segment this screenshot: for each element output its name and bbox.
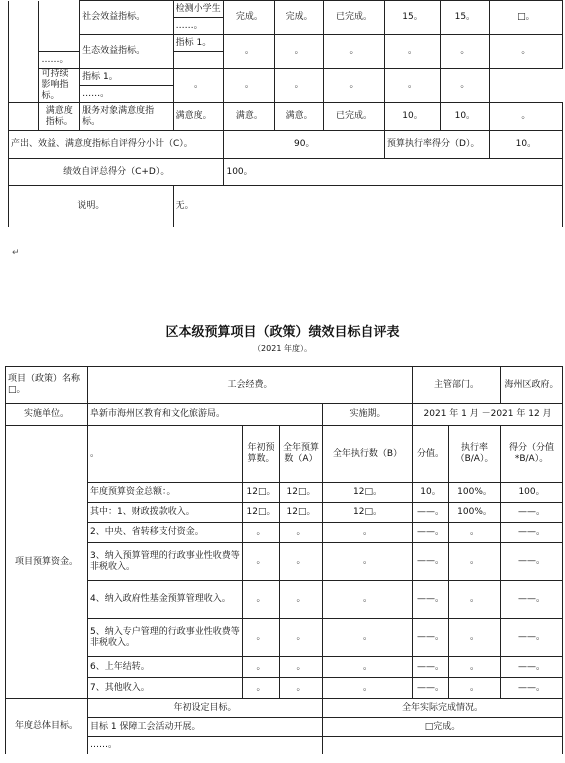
indicator-cell: ……。 — [39, 52, 80, 69]
sub-indicator-label: 社会效益指标。 — [80, 1, 174, 35]
budget-exec: 。 — [323, 619, 413, 657]
budget-initial: 。 — [243, 678, 280, 699]
budget-score: ——。 — [413, 581, 449, 619]
budget-points: ——。 — [501, 581, 563, 619]
budget-initial: 12□。 — [243, 483, 280, 503]
budget-header-row — [6, 426, 563, 483]
budget-rate: 。 — [449, 657, 501, 678]
budget-points: ——。 — [501, 523, 563, 543]
self-evaluation-table — [5, 366, 563, 754]
budget-rate-label: 预算执行率得分（D）。 — [385, 131, 490, 159]
value-cell: 。 — [385, 69, 441, 103]
goal-section-label: 年度总体目标。 — [6, 699, 88, 754]
value-cell: 。 — [275, 69, 324, 103]
goal-text: 目标 1 保障工会活动开展。 — [88, 718, 323, 737]
budget-row — [6, 503, 563, 523]
budget-header-blank: 。 — [88, 426, 243, 483]
value-cell: 。 — [224, 35, 275, 69]
value-cell: 。 — [489, 35, 562, 69]
goal-row — [6, 718, 563, 737]
goal-ellipsis: ……。 — [88, 737, 323, 754]
budget-full: 。 — [280, 523, 323, 543]
budget-score: ——。 — [413, 523, 449, 543]
goal-header-row — [6, 699, 563, 718]
satisfaction-category: 满意度指标。 — [39, 103, 80, 131]
total-value: 100。 — [224, 159, 563, 186]
budget-header-points: 得分（分值*B/A）。 — [501, 426, 563, 483]
budget-exec: 。 — [323, 581, 413, 619]
goal-row — [6, 737, 563, 754]
indicator-row — [9, 1, 563, 18]
note-label: 说明。 — [9, 186, 174, 227]
value-cell: 10。 — [385, 103, 441, 131]
unit-value: 阜新市海州区教育和文化旅游局。 — [88, 404, 323, 426]
project-name-row — [6, 367, 563, 404]
budget-score: ——。 — [413, 619, 449, 657]
total-label: 绩效自评总得分（C+D）。 — [9, 159, 224, 186]
budget-header-full-year: 全年预算数（A） — [280, 426, 323, 483]
budget-score: ——。 — [413, 657, 449, 678]
budget-header-initial: 年初预算数。 — [243, 426, 280, 483]
indicator-row — [9, 69, 563, 86]
budget-row-label: 2、中央、省转移支付资金。 — [88, 523, 243, 543]
budget-row — [6, 523, 563, 543]
value-cell: 。 — [385, 35, 441, 69]
value-cell: 。 — [224, 69, 275, 103]
project-name-value: 工会经费。 — [88, 367, 413, 404]
budget-rate: 。 — [449, 543, 501, 581]
indicator-cell: 检测小学生 — [173, 1, 224, 18]
budget-exec: 。 — [323, 543, 413, 581]
budget-rate: 100%。 — [449, 483, 501, 503]
value-cell: 。 — [440, 35, 489, 69]
value-cell: 。 — [489, 103, 562, 131]
budget-row — [6, 483, 563, 503]
budget-row — [6, 619, 563, 657]
dept-value: 海州区政府。 — [501, 367, 563, 404]
budget-initial: 。 — [243, 523, 280, 543]
budget-points: 100。 — [501, 483, 563, 503]
budget-full: 。 — [280, 619, 323, 657]
budget-exec: 。 — [323, 523, 413, 543]
value-cell: 10。 — [440, 103, 489, 131]
budget-points: ——。 — [501, 503, 563, 523]
indicator-cell: 指标 1。 — [173, 35, 224, 52]
sub-indicator-label: 生态效益指标。 — [80, 35, 174, 69]
value-cell: 完成。 — [275, 1, 324, 35]
value-cell: 。 — [275, 35, 324, 69]
period-label: 实施期。 — [323, 404, 413, 426]
indicator-cell: ……。 — [80, 86, 174, 103]
indicator-cell: 满意度。 — [173, 103, 224, 131]
value-cell: 已完成。 — [324, 1, 385, 35]
budget-points: ——。 — [501, 678, 563, 699]
period-value: 2021 年 1 月 －2021 年 12 月 — [413, 404, 563, 426]
budget-full: 。 — [280, 678, 323, 699]
blank-cell — [9, 1, 39, 103]
goal-initial-header: 年初设定目标。 — [88, 699, 323, 718]
value-cell: 满意。 — [275, 103, 324, 131]
budget-full: 。 — [280, 657, 323, 678]
project-name-label: 项目（政策）名称□。 — [6, 367, 88, 404]
budget-row-label: 6、上年结转。 — [88, 657, 243, 678]
blank-cell — [9, 103, 39, 131]
budget-header-rate: 执行率（B/A）。 — [449, 426, 501, 483]
budget-exec: 12□。 — [323, 503, 413, 523]
sub-indicator-label: 服务对象满意度指标。 — [80, 103, 174, 131]
budget-exec: 。 — [323, 678, 413, 699]
budget-initial: 。 — [243, 657, 280, 678]
budget-row — [6, 657, 563, 678]
dept-label: 主管部门。 — [413, 367, 501, 404]
budget-rate: 。 — [449, 581, 501, 619]
budget-header-score: 分值。 — [413, 426, 449, 483]
paragraph-mark: ↵ — [12, 248, 20, 258]
budget-exec: 。 — [323, 657, 413, 678]
total-row — [9, 159, 563, 186]
budget-row-label: 其中：1、财政拨款收入。 — [88, 503, 243, 523]
budget-initial: 。 — [243, 581, 280, 619]
budget-score: 10。 — [413, 483, 449, 503]
budget-initial: 12□。 — [243, 503, 280, 523]
budget-initial: 。 — [243, 543, 280, 581]
unit-label: 实施单位。 — [6, 404, 88, 426]
blank-cell — [39, 1, 80, 52]
budget-row — [6, 581, 563, 619]
budget-points: ——。 — [501, 657, 563, 678]
value-cell: 。 — [324, 35, 385, 69]
budget-score: ——。 — [413, 543, 449, 581]
indicator-row — [9, 35, 563, 52]
budget-points: ——。 — [501, 619, 563, 657]
budget-rate-value: 10。 — [489, 131, 562, 159]
budget-row-label: 5、纳入专户管理的行政事业性收费等非税收入。 — [88, 619, 243, 657]
subtotal-label: 产出、效益、满意度指标自评得分小计（C）。 — [9, 131, 224, 159]
value-cell: 满意。 — [224, 103, 275, 131]
note-value: 无。 — [173, 186, 562, 227]
budget-full: 。 — [280, 581, 323, 619]
budget-rate: 100%。 — [449, 503, 501, 523]
budget-row — [6, 678, 563, 699]
budget-full: 12□。 — [280, 483, 323, 503]
budget-rate: 。 — [449, 678, 501, 699]
budget-row — [6, 543, 563, 581]
indicator-cell: ……。 — [173, 18, 224, 35]
performance-indicator-table — [8, 0, 563, 227]
note-row — [9, 186, 563, 227]
value-cell: 。 — [324, 69, 385, 103]
value-cell: 。 — [173, 69, 224, 103]
indicator-cell: 指标 1。 — [80, 69, 174, 86]
sub-indicator-label: 可持续影响指标。 — [39, 69, 80, 103]
value-cell: 。 — [440, 69, 489, 103]
value-cell: 15。 — [385, 1, 441, 35]
subtotal-value: 90。 — [224, 131, 385, 159]
budget-rate: 。 — [449, 523, 501, 543]
value-cell: □。 — [489, 1, 562, 35]
budget-score: ——。 — [413, 678, 449, 699]
budget-full: 12□。 — [280, 503, 323, 523]
value-cell: 完成。 — [224, 1, 275, 35]
page-title: 区本级预算项目（政策）绩效目标自评表 — [165, 325, 400, 340]
budget-full: 。 — [280, 543, 323, 581]
unit-row — [6, 404, 563, 426]
budget-row-label: 3、纳入预算管理的行政事业性收费等非税收入。 — [88, 543, 243, 581]
value-cell: 已完成。 — [324, 103, 385, 131]
budget-initial: 。 — [243, 619, 280, 657]
budget-section-label: 项目预算资金。 — [6, 426, 88, 699]
satisfaction-row — [9, 103, 563, 131]
page-subtitle: （2021 年度）。 — [253, 344, 312, 353]
budget-row-label: 年度预算资金总额：。 — [88, 483, 243, 503]
budget-header-executed: 全年执行数（B） — [323, 426, 413, 483]
value-cell: 15。 — [440, 1, 489, 35]
goal-status-blank — [323, 737, 563, 754]
budget-row-label: 7、其他收入。 — [88, 678, 243, 699]
goal-status: □完成。 — [323, 718, 563, 737]
budget-rate: 。 — [449, 619, 501, 657]
subtotal-row — [9, 131, 563, 159]
budget-row-label: 4、纳入政府性基金预算管理收入。 — [88, 581, 243, 619]
budget-score: ——。 — [413, 503, 449, 523]
budget-points: ——。 — [501, 543, 563, 581]
goal-actual-header: 全年实际完成情况。 — [323, 699, 563, 718]
budget-exec: 12□。 — [323, 483, 413, 503]
